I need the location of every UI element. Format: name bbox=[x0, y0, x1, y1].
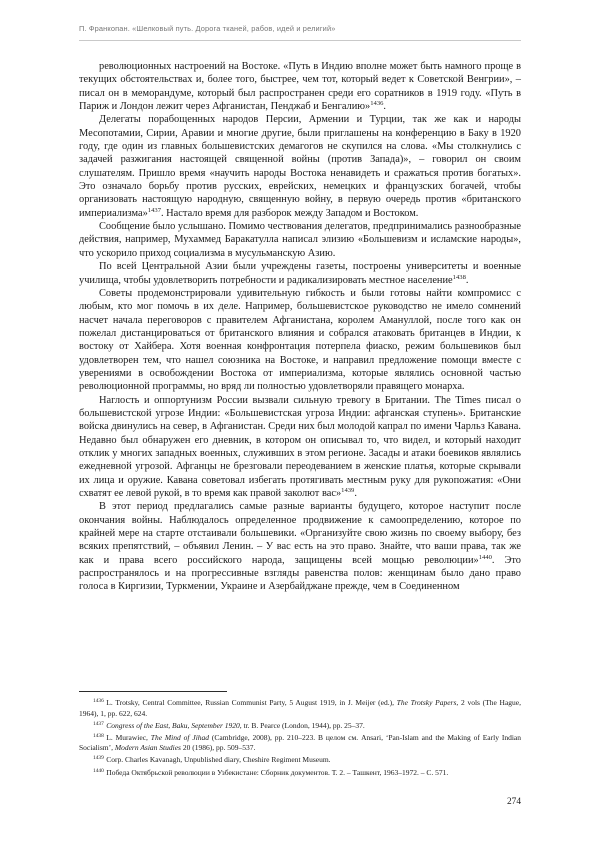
footnote-number[interactable]: 1436 bbox=[93, 698, 104, 704]
footnote-entry bbox=[79, 733, 521, 754]
footnote-text: 20 (1986), pp. 509–537. bbox=[180, 743, 256, 753]
footnotes-section bbox=[79, 698, 521, 780]
paragraph-4 bbox=[79, 260, 521, 287]
paragraph-6-text: Наглость и оппортунизм России вызвали сильную тревогу в Британии. The Times писал о большевистской угрозе Индии: «Большевистская угроза Индии: афганская ступень». Британские войска двинулись на север, в Афганистан. Среди них был молодой капрал по имени Чарльз Кавана. Недавно был обнаружен его дневник, в котором он описывал то, что видел, и который находит отклик у многих западных военных, служивших в этом регионе. Засады и атаки боевиков являлись ежедневной угрозой. Афганцы не брезговали переодеванием в женские платья, которые скрывали их лица и оружие. Кавана советовал избегать протягивать местным руку для рукопожатия: «Они схватят ее левой рукой, в то время как правой заколют вас» bbox=[79, 394, 521, 499]
footnote-ref-1439[interactable]: 1439 bbox=[341, 487, 355, 494]
footnote-text: (Cambridge, 2008), pp. 210–223. В целом см. Ansari, ‘Pan-Islam and the Making of Early Indian Socialism’, bbox=[79, 732, 522, 753]
footnote-title-italic: The Mind of Jihad bbox=[150, 732, 210, 742]
paragraph-7 bbox=[79, 500, 521, 593]
footnote-text: , tr. B. Pearce (London, 1944), pp. 25–37. bbox=[239, 720, 365, 730]
footnote-title-italic: The Trotsky Papers bbox=[396, 698, 457, 707]
footnote-separator-rule bbox=[79, 691, 227, 692]
paragraph-7-text: В этот период предлагались самые разные варианты будущего, которое наступит после окончания войны. Наблюдалось определенное продвижение к самоопределению, которое по крайней мере на старте отстаивали большевики. «Организуйте свою жизнь по своему выбору, без всяких препятствий, – объявил Ленин. – У вас есть на это право. Знайте, что ваши права, так же как и права всего российского народа, защищены всей мощью революции» bbox=[79, 501, 521, 566]
paragraph-2-text: Делегаты порабощенных народов Персии, Армении и Турции, так же как и народы Месопотамии, Сирии, Аравии и многие другие, были приглашены на конференцию в Баку в 1920 году, где один из главных большевистских демагогов не скупился на слова. «Мы столкнулись с задачей разжигания настоящей священной войны (против Запада)», – говорил он своим слушателям. Пришло время «научить народы Востока ненавидеть и сражаться против богатых». Это означало борьбу против русских, еврейских, немецких и французских богачей, чтобы организовать настоящую народную, священную войну, в первую очередь против «британского империализма» bbox=[79, 114, 521, 219]
paragraph-2-tail: . Настало время для разборок между Западом и Востоком. bbox=[160, 207, 419, 219]
footnote-ref-1437[interactable]: 1437 bbox=[147, 206, 161, 214]
footnote-entry bbox=[79, 755, 521, 766]
page-number: 274 bbox=[506, 797, 521, 807]
paragraph-5-text: Советы продемонстрировали удивительную гибкость и были готовы найти компромисс с любым, кто мог помочь в их деле. Например, большевистское руководство не имело сомнений насчет начала переговоров с правителем Афганистана, королем Амануллой, после того как он пожелал дистанцироваться от британского влияния и собрался атаковать британцев в Индии, к востоку от Хайбера. Хотя военная конфронтация потерпела фиаско, режим большевиков был удовлетворен тем, что нашел союзника на Востоке, и направил предложение помощи вместе с уверениями в освобождении Востока от империализма, которые являлись основной частью революционной программы, но вряд ли полностью удовлетворяли правящего монарха. bbox=[79, 287, 521, 393]
header-divider-rule bbox=[79, 40, 521, 41]
footnote-text: Победа Октябрьской революции в Узбекистане: Сборник документов. Т. 2. – Ташкент, 1963–1972. – С. 571. bbox=[106, 767, 449, 777]
footnote-entry bbox=[79, 698, 521, 719]
paragraph-4-text: По всей Центральной Азии были учреждены газеты, построены университеты и военные училища, чтобы удовлетворить потребности и радикализировать местное население bbox=[79, 261, 521, 286]
footnote-text: L. Trotsky, Central Committee, Russian Communist Party, 5 August 1919, in J. Meijer (ed.), bbox=[106, 698, 397, 707]
footnote-number[interactable]: 1437 bbox=[93, 720, 104, 727]
footnote-number[interactable]: 1438 bbox=[93, 732, 104, 739]
paragraph-6-tail: . bbox=[354, 488, 357, 499]
paragraph-2 bbox=[79, 113, 521, 220]
footnote-text: , 2 vols (The Hague, 1964), 1, pp. 622, 624. bbox=[79, 698, 522, 718]
paragraph-1-text: революционных настроений на Востоке. «Путь в Индию вполне может быть намного проще в текущих обстоятельствах и, более того, быстрее, чем тот, который ведет к Советской Венгрии», – писал он в меморандуме, который был распространен среди его соратников в 1919 году. «Путь в Париж и Лондон лежит через Афганистан, Пенджаб и Бенгалию» bbox=[79, 61, 521, 113]
paragraph-7-tail: . Это распространялось и на прогрессивные взгляды равенства полов: женщинам было дано право голоса в Киргизии, Туркмении, Украине и Азербайджане прежде, чем в Соединенном bbox=[79, 554, 522, 593]
footnote-text: Corp. Charles Kavanagh, Unpublished diary, Cheshire Regiment Museum. bbox=[106, 755, 331, 765]
footnote-text: L. Murawiec, bbox=[106, 732, 151, 742]
body-text-column bbox=[79, 60, 521, 594]
paragraph-5 bbox=[79, 287, 521, 394]
running-header-title: П. Франкопан. «Шелковый путь. Дорога тканей, рабов, идей и религий» bbox=[79, 24, 336, 33]
paragraph-1-tail: . bbox=[383, 101, 387, 113]
footnote-ref-1436[interactable]: 1436 bbox=[370, 100, 384, 108]
paragraph-3 bbox=[79, 220, 521, 260]
footnote-entry bbox=[79, 721, 521, 732]
footnote-entry bbox=[79, 768, 521, 779]
footnote-number[interactable]: 1439 bbox=[93, 755, 104, 762]
footnote-ref-1440[interactable]: 1440 bbox=[478, 553, 492, 561]
footnote-title-italic: Congress of the East, Baku, September 1920 bbox=[106, 720, 240, 730]
paragraph-4-tail: . bbox=[465, 274, 469, 286]
paragraph-1 bbox=[79, 60, 521, 113]
paragraph-6 bbox=[79, 394, 521, 501]
footnote-ref-1438[interactable]: 1438 bbox=[452, 273, 466, 281]
footnote-number[interactable]: 1440 bbox=[93, 767, 104, 774]
footnote-title-italic: Modern Asian Studies bbox=[114, 743, 181, 753]
paragraph-3-text: Сообщение было услышано. Помимо чествования делегатов, предпринимались разнообразные действия, например, Мухаммед Баракатулла написал элизию «Большевизм и исламские народы», что ускорило приход социализма в мусульманскую Азию. bbox=[79, 221, 521, 259]
